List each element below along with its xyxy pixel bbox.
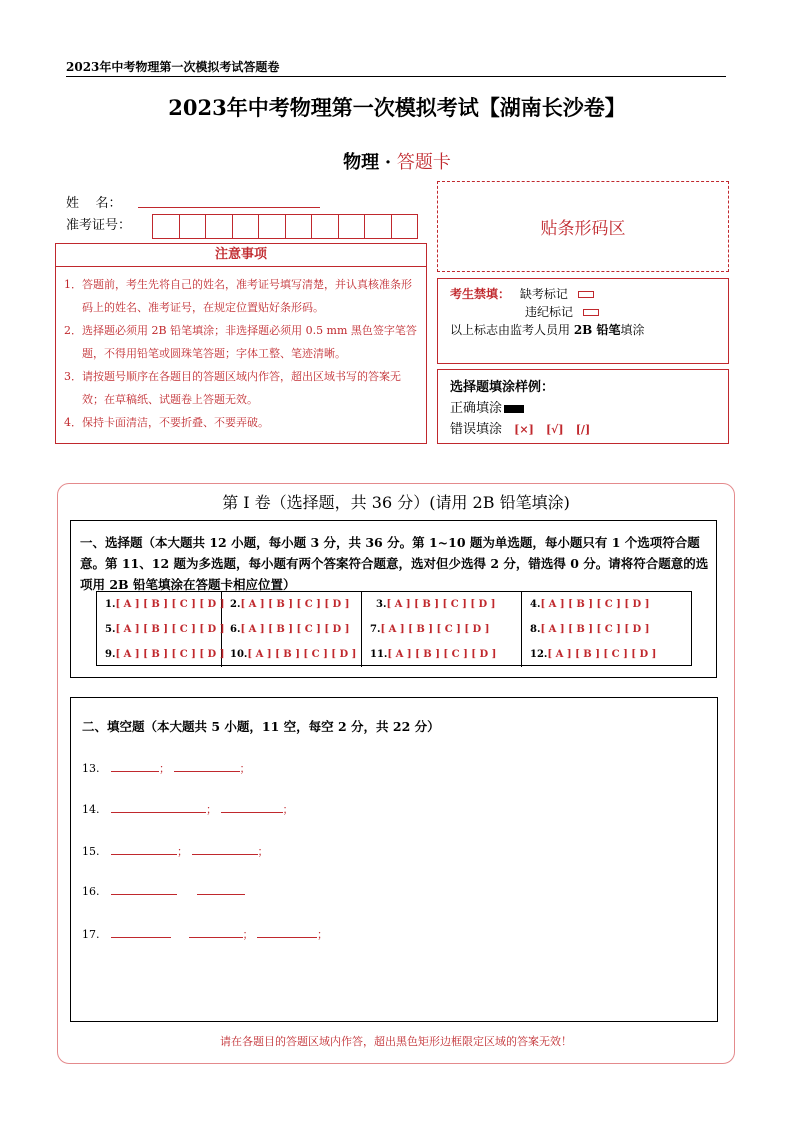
id-digit-cell[interactable] [206,215,233,238]
notice-item: 3．请按题号顺序在各题目的答题区域内作答，超出区域书写的答案无效；在草稿纸、试题卷上答题无效。 [64,370,401,406]
id-digit-cell[interactable] [180,215,207,238]
mc-options[interactable]: [ A ] [ B ] [ C ] [ D ] [240,624,350,635]
notice-box [55,266,427,444]
mc-number: 1. [105,599,116,610]
barcode-area [437,181,729,272]
id-digit-cell[interactable] [286,215,313,238]
answer-blank[interactable] [197,886,245,895]
mc-question-4[interactable] [522,592,693,617]
mc-options[interactable]: [ A ] [ B ] [ C ] [ D ] [115,649,225,660]
id-digit-cell[interactable] [392,215,418,238]
ban-heading: 考生禁填： [450,287,511,301]
answer-blank[interactable] [192,846,258,855]
notice-item: 1．答题前，考生先将自己的姓名，准考证号填写清楚，并认真核准条形码上的姓名、准考证号，在规定位置贴好条形码。 [64,278,412,314]
fill-instructions: 二、填空题（本大题共 5 小题，11 空，每空 2 分，共 22 分） [82,719,440,734]
mc-options[interactable]: [ A ] [ B ] [ C ] [ D ] [115,599,225,610]
page-title [0,92,794,122]
sample-heading: 选择题填涂样例： [450,380,555,395]
mc-options[interactable]: [ A ] [ B ] [ C ] [ D ] [387,649,497,660]
blank-sep: ； [282,803,294,816]
barcode-label: 贴条形码区 [540,219,626,239]
mc-question-9[interactable] [97,642,225,667]
mc-answer-grid [96,591,692,666]
mc-options[interactable]: [ A ] [ B ] [ C ] [ D ] [540,599,650,610]
mc-options[interactable]: [ A ] [ B ] [ C ] [ D ] [386,599,496,610]
mc-number: 5. [105,624,116,635]
mc-question-11[interactable] [362,642,522,667]
fill-number: 16. [82,885,100,898]
mc-number: 9. [105,649,116,660]
exam-id-grid[interactable] [152,214,418,239]
violation-label: 违纪标记 [525,305,574,319]
subject-label: 物理 [343,152,380,173]
correct-fill-sample [504,405,524,413]
ban-note-bold: 2B 铅笔 [573,323,621,337]
title-main: 2023年中考物理第一次模拟考试 [168,95,479,120]
running-header: 2023年中考物理第一次模拟考试答题卷 [66,60,280,74]
notice-item: 2．选择题必须用 2B 铅笔填涂；非选择题必须用 0.5 mm 黑色签字笔答题，不得用铅笔或圆珠笔答题；字体工整、笔迹清晰。 [64,324,417,360]
wrong-label: 错误填涂 [450,422,503,437]
mc-options[interactable]: [ A ] [ B ] [ C ] [ D ] [380,624,490,635]
fill-section-box [70,697,718,1022]
mc-number: 4. [530,599,541,610]
fill-question-14 [82,801,294,817]
mc-number: 6. [230,624,241,635]
mc-number: 7. [370,624,381,635]
mc-question-8[interactable] [522,617,693,642]
exam-id-label: 准考证号： [66,218,132,233]
mc-options[interactable]: [ A ] [ B ] [ C ] [ D ] [247,649,357,660]
header-rule [66,76,726,77]
subtitle-dot: · [384,152,392,173]
wrong-mark-x: [×] [514,423,534,436]
fill-sample-box [437,369,729,444]
id-digit-cell[interactable] [153,215,180,238]
notice-item: 4．保持卡面清洁，不要折叠、不要弄破。 [64,416,269,429]
id-digit-cell[interactable] [365,215,392,238]
mc-question-3[interactable] [362,592,522,617]
card-label: 答题卡 [396,152,451,173]
fill-question-17 [82,926,328,942]
blank-sep: ； [317,928,328,941]
wrong-mark-check: [√] [545,423,564,436]
mc-options[interactable]: [ A ] [ B ] [ C ] [ D ] [547,649,657,660]
answer-blank[interactable] [221,804,283,813]
ban-note-pre: 以上标志由监考人员用 [450,323,574,337]
fill-question-15 [82,843,269,859]
blank-sep: ； [159,762,170,775]
id-digit-cell[interactable] [339,215,366,238]
fill-number: 13. [82,762,100,775]
id-digit-cell[interactable] [312,215,339,238]
mc-options[interactable]: [ A ] [ B ] [ C ] [ D ] [115,624,225,635]
mc-question-1[interactable] [97,592,225,617]
fill-question-13 [82,760,251,776]
mc-number: 12. [530,649,548,660]
fill-number: 14. [82,803,100,816]
title-region: 【湖南长沙卷】 [478,95,626,120]
mc-number: 8. [530,624,541,635]
proctor-marks-box [437,278,729,364]
fill-number: 15. [82,845,100,858]
answer-blank[interactable] [257,929,317,938]
mc-question-10[interactable] [222,642,362,667]
name-field[interactable] [138,207,320,208]
answer-blank[interactable] [111,804,206,813]
blank-sep: ； [242,928,254,941]
mc-number: 10. [230,649,248,660]
blank-sep: ； [206,803,217,816]
blank-sep: ； [177,845,188,858]
answer-blank[interactable] [174,763,240,772]
mc-question-7[interactable] [362,617,522,642]
blank-sep: ； [239,762,251,775]
mc-options[interactable]: [ A ] [ B ] [ C ] [ D ] [240,599,350,610]
ban-note-post: 填涂 [620,323,645,337]
boundary-warning: 请在各题目的答题区域内作答，超出黑色矩形边框限定区域的答案无效！ [220,1035,572,1048]
notice-heading: 注意事项 [55,243,427,267]
mc-question-2[interactable] [222,592,362,617]
fill-number: 17. [82,928,100,941]
violation-mark-box[interactable] [583,309,599,316]
mc-number: 3. [376,599,387,610]
correct-label: 正确填涂 [450,401,503,416]
mc-number: 11. [370,649,388,660]
absent-label: 缺考标记 [519,287,568,301]
page-subtitle [0,148,794,174]
section1-title: 第 I 卷（选择题，共 36 分）(请用 2B 铅笔填涂) [222,493,570,512]
mc-question-12[interactable] [522,642,693,667]
answer-blank[interactable] [189,929,243,938]
mc-number: 2. [230,599,241,610]
fill-question-16 [82,885,245,898]
name-label: 姓 名： [66,196,122,211]
answer-blank[interactable] [111,763,159,772]
id-digit-cell[interactable] [233,215,260,238]
mc-options[interactable]: [ A ] [ B ] [ C ] [ D ] [540,624,650,635]
id-digit-cell[interactable] [259,215,286,238]
mc-question-6[interactable] [222,617,362,642]
answer-blank[interactable] [111,929,171,938]
wrong-mark-slash: [/] [575,423,591,436]
mc-instructions: 一、选择题（本大题共 12 小题，每小题 3 分，共 36 分。第 1~10 题为单选题，每小题只有 1 个选项符合题意。第 11、12 题为多选题，每小题有两个答案符合题意，选对但少选得 2 分，错选得 0 分。请将符合题意的选项用 2B 铅笔填涂在答题卡相应位置） [80,535,709,592]
answer-blank[interactable] [111,886,177,895]
blank-sep: ； [257,845,269,858]
answer-blank[interactable] [111,846,177,855]
absent-mark-box[interactable] [578,291,594,298]
mc-question-5[interactable] [97,617,225,642]
